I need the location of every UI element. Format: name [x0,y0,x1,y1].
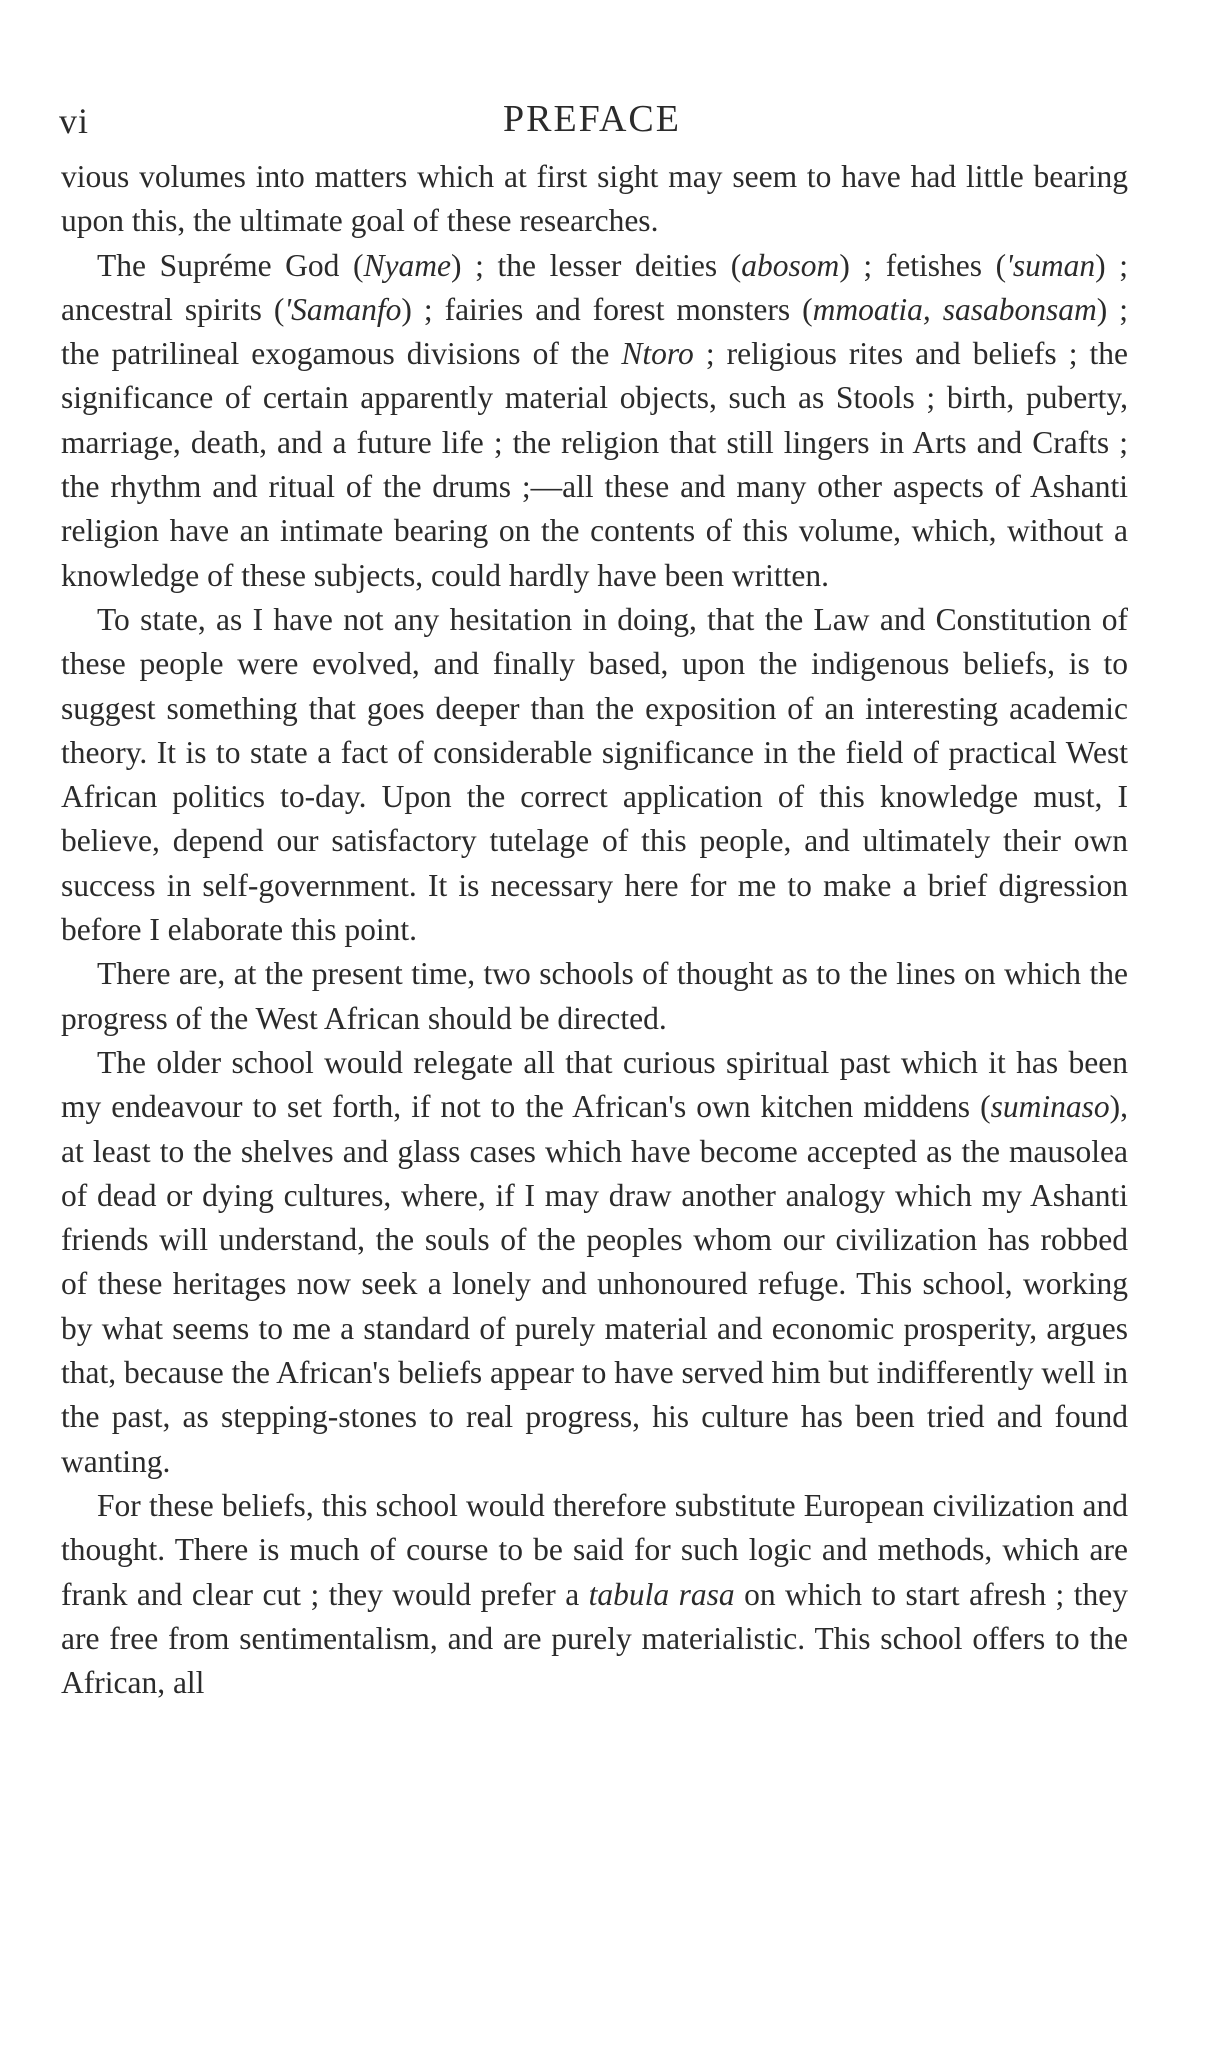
text-run: For these beliefs, this school would therefore substitute European civilization and thought. There is much of course to be said for such logic and methods, which are frank and clear cut ; they would prefer a [61,1487,1128,1612]
text-run: on which to start afresh ; they are free from sentimentalism, and are purely materialistic. This school offers to the African, all [61,1576,1128,1701]
italic-term: abosom [741,247,840,283]
text-run: ) ; fairies and forest monsters ( [401,291,813,327]
paragraph-law-and-constitution [61,598,1128,952]
paragraph-religious-aspects [61,244,1128,598]
running-head [59,92,1125,148]
paragraph-two-schools [61,952,1128,1041]
paragraph-older-school [61,1041,1128,1484]
text-run: ) ; fetishes ( [839,247,1007,283]
text-run: ; religious rites and beliefs ; the significance of certain apparently material objects, such as Stools ; birth, puberty, marriage, death, and a future life ; the religion that still lingers in Arts and Crafts ; the rhythm and ritual of the drums ;—all these and many other aspects of Ashanti religion have an intimate bearing on the contents of this volume, which, without a knowledge of these subjects, could hardly have been written. [61,336,1128,593]
text-run: To state, as I have not any hesitation in doing, that the Law and Constitution of these people were evolved, and finally based, upon the indigenous beliefs, is to suggest something that goes deeper than the exposition of an interesting academic theory. It is to state a fact of considerable significance in the field of practical West African politics to-day. Upon the correct application of this knowledge must, I believe, depend our satisfactory tutelage of this people, and ultimately their own success in self-government. It is necessary here for me to make a brief digression before I elaborate this point. [61,601,1128,948]
text-run: There are, at the present time, two schools of thought as to the lines on which the progress of the West African should be directed. [61,956,1128,1036]
body-text [61,155,1128,1705]
italic-term: 'Samanfo [284,291,402,327]
text-run: The Supréme God ( [97,247,364,283]
italic-term: 'suman [1006,247,1096,283]
text-run: The older school would relegate all that curious spiritual past which it has been my endeavour to set forth, if not to the African's own kitchen middens ( [61,1044,1128,1125]
text-run: ) ; the patrilineal exogamous divisions of the [61,291,1128,372]
italic-term: Ntoro [621,336,694,372]
text-run: ), at least to the shelves and glass cases which have become accepted as the mausolea of dead or dying cultures, where, if I may draw another analogy which my Ashanti friends will understand, the souls of the peoples whom our civilization has robbed of these heritages now seek a lonely and unhonoured refuge. This school, working by what seems to me a standard of purely material and economic prosperity, argues that, because the African's beliefs appear to have served him but indifferently well in the past, as stepping-stones to real progress, his culture has been tried and found wanting. [61,1089,1128,1479]
italic-term: mmoatia, sasabonsam [812,291,1097,327]
italic-term: suminaso [990,1089,1110,1125]
italic-term: Nyame [363,247,452,283]
text-run: vious volumes into matters which at first sight may seem to have had little bearing upon this, the ultimate goal of these researches. [61,159,1128,239]
page-title: PREFACE [502,98,681,140]
text-run: ) ; ancestral spirits ( [61,247,1128,327]
paragraph-european-substitution [61,1484,1128,1705]
paragraph-continuation [61,155,1128,244]
italic-term: tabula rasa [588,1576,735,1612]
page-number: vi [59,101,90,141]
text-run: ) ; the lesser deities ( [451,247,742,283]
